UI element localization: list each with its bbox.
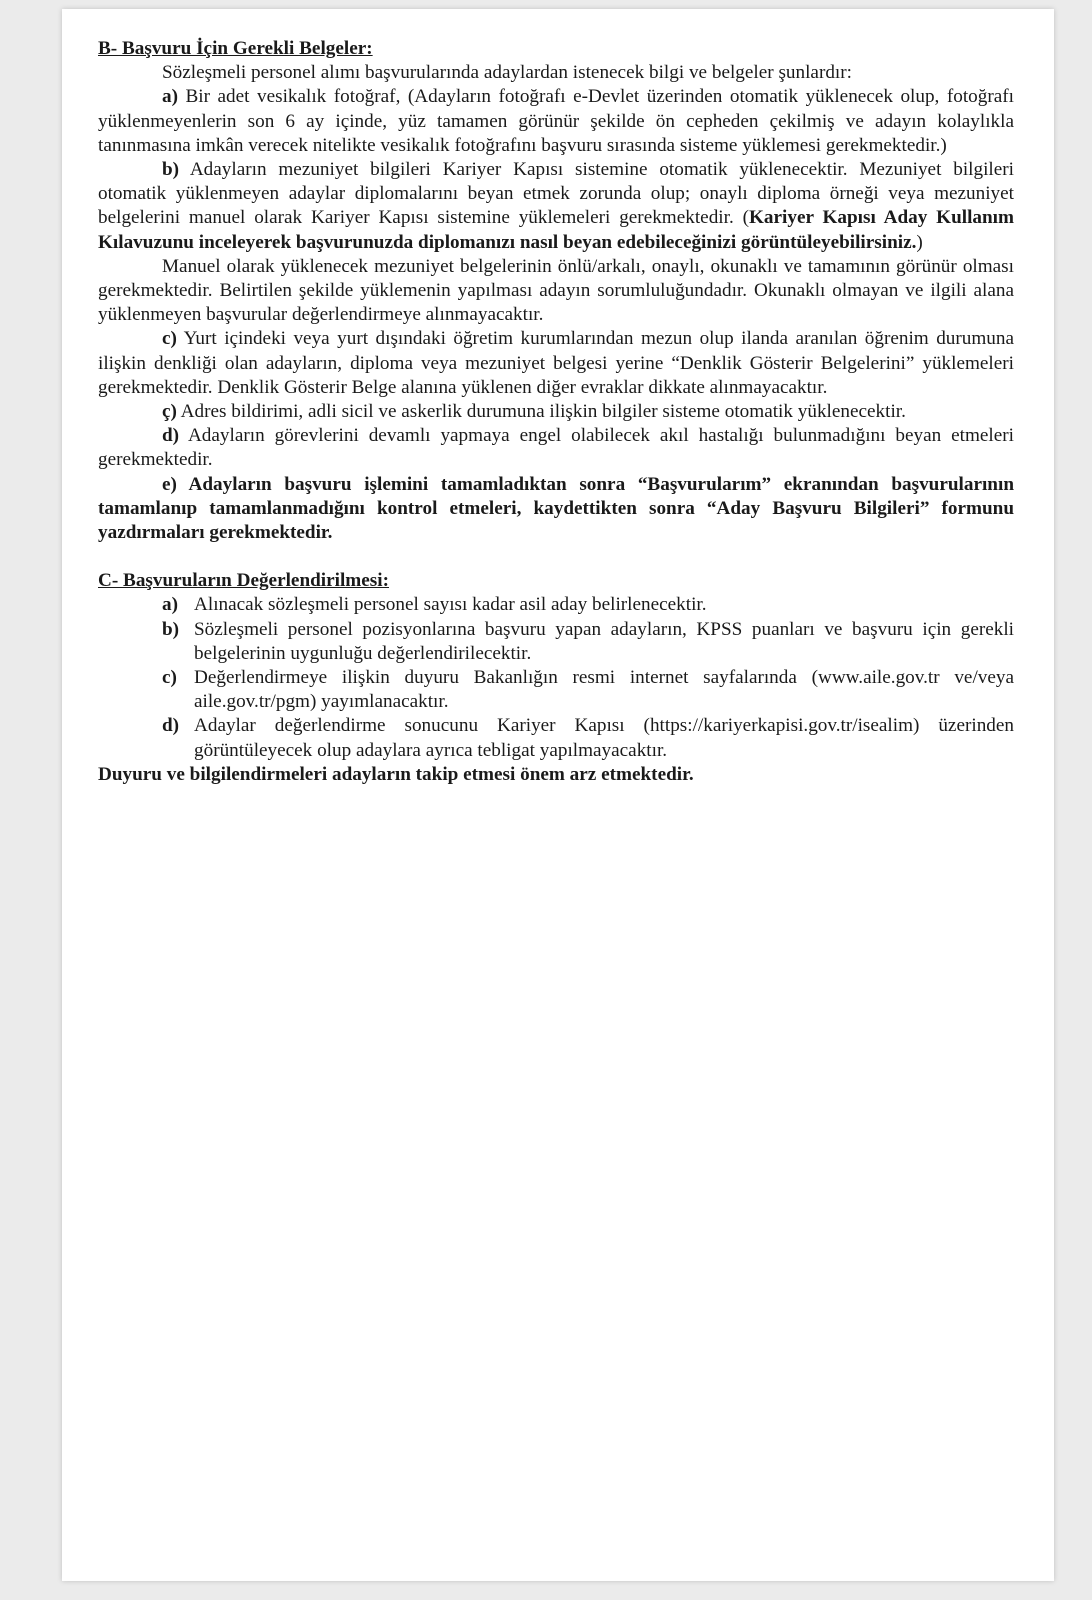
item-text: Adayların görevlerini devamlı yapmaya engel olabilecek akıl hastalığı bulunmadığını beyan etmeleri gerekmektedir.: [98, 425, 1014, 471]
final-notice: Duyuru ve bilgilendirmeleri adayların takip etmesi önem arz etmektedir.: [98, 763, 694, 785]
section-b-item-c: [98, 327, 1014, 400]
item-text: Adres bildirimi, adli sicil ve askerlik durumuna ilişkin bilgiler sisteme otomatik yüklenecektir.: [180, 401, 906, 423]
section-b-item-cc: [98, 400, 1014, 424]
section-b-intro: Sözleşmeli personel alımı başvurularında adaylardan istenecek bilgi ve belgeler şunlardır:: [162, 62, 852, 84]
item-marker: d): [162, 425, 180, 447]
item-marker: a): [162, 86, 178, 108]
section-c-list: [162, 593, 1014, 762]
list-text: Alınacak sözleşmeli personel sayısı kadar asil aday belirlenecektir.: [194, 594, 707, 616]
document-content: [98, 37, 1014, 787]
document-page: [62, 9, 1054, 1581]
section-b-item-d: [98, 424, 1014, 472]
section-b-item-e: e) Adayların başvuru işlemini tamamladıktan sonra “Başvurularım” ekranından başvurularının tamamlanıp tamamlanmadığını kontrol etmeleri, kaydettikten sonra “Aday Başvuru Bilgileri” formunu yazdırmaları gerekmektedir.: [98, 473, 1014, 544]
list-marker: c): [162, 667, 177, 689]
section-b-item-b: [98, 158, 1014, 255]
item-marker: ç): [162, 401, 177, 423]
section-c-heading: C- Başvuruların Değerlendirilmesi:: [98, 570, 389, 592]
list-text: Adaylar değerlendirme sonucunu Kariyer Kapısı (https://kariyerkapisi.gov.tr/isealim) üzerinden görüntüleyecek olup adaylara ayrıca tebligat yapılmayacaktır.: [194, 715, 1014, 761]
list-text: Sözleşmeli personel pozisyonlarına başvuru yapan adayların, KPSS puanları ve başvuru için gerekli belgelerinin uygunluğu değerlendirilecektir.: [194, 618, 1014, 664]
list-text: Değerlendirmeye ilişkin duyuru Bakanlığın resmi internet sayfalarında (www.aile.gov.tr ve/veya aile.gov.tr/pgm) yayımlanacaktır.: [194, 667, 1014, 713]
list-marker: d): [162, 715, 180, 737]
item-bold-text: Kariyer Kapısı Aday Kullanım Kılavuzunu inceleyerek başvurunuzda diplomanızı nasıl beyan edebileceğinizi görüntüleyebilirsiniz.: [98, 207, 1014, 253]
list-item: [162, 666, 1014, 714]
list-item: [162, 593, 1014, 617]
section-b-item-a: [98, 85, 1014, 158]
item-text: Bir adet vesikalık fotoğraf, (Adayların fotoğrafı e-Devlet üzerinden otomatik yüklenecek olup, fotoğrafı yüklenmeyenlerin son 6 ay içinde, yüz tamamen görünür şekilde ön cepheden çekilmiş ve adayın kolaylıkla tanınmasına imkân verecek nitelikte vesikalık fotoğrafını başvuru sırasında sisteme yüklemesi gerekmektedir.): [98, 86, 1014, 156]
list-marker: a): [162, 594, 178, 616]
item-marker: b): [162, 159, 180, 181]
section-b-manuel-paragraph: Manuel olarak yüklenecek mezuniyet belgelerinin önlü/arkalı, onaylı, okunaklı ve tamamının görünür olması gerekmektedir. Belirtilen şekilde yüklemenin yapılması adayın sorumluluğundadır. Okunaklı olmayan ve ilgili alana yüklenmeyen başvurular değerlendirmeye alınmayacaktır.: [98, 255, 1014, 326]
list-marker: b): [162, 618, 180, 640]
section-gap: [98, 545, 1014, 569]
item-text: Yurt içindeki veya yurt dışındaki öğretim kurumlarından mezun olup ilanda aranılan öğrenim durumuna ilişkin denkliği olan adayların, diploma veya mezuniyet belgesi yerine “Denklik Gösterir Belgelerini” yüklemeleri gerekmektedir. Denklik Gösterir Belge alanına yüklenen diğer evraklar dikkate alınmayacaktır.: [98, 328, 1014, 398]
list-item: [162, 714, 1014, 762]
list-item: [162, 618, 1014, 666]
section-b-heading: B- Başvuru İçin Gerekli Belgeler:: [98, 38, 373, 59]
item-text-close: ): [916, 231, 923, 253]
item-text: Adayların mezuniyet bilgileri Kariyer Kapısı sistemine otomatik yüklenecektir. Mezuniyet bilgileri otomatik yüklenmeyen adaylar diplomalarını beyan etmek zorunda olup; onaylı diploma örneği veya mezuniyet belgelerini manuel olarak Kariyer Kapısı sistemine yüklemeleri gerekmektedir. (: [98, 159, 1014, 229]
item-marker: c): [162, 328, 177, 350]
